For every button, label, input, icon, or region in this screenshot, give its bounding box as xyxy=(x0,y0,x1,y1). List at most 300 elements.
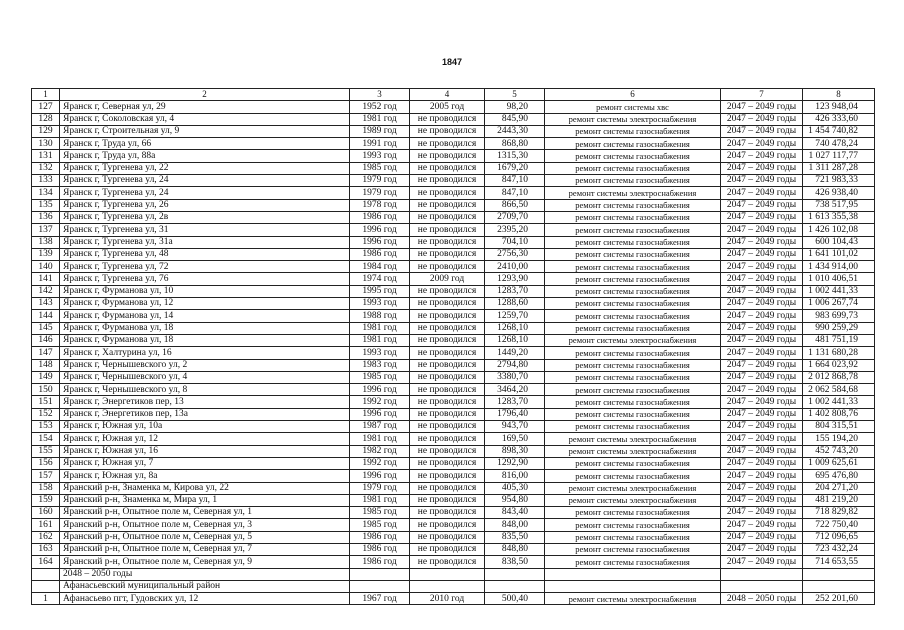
column-header: 4 xyxy=(410,89,485,101)
table-cell: 1985 год xyxy=(350,519,410,531)
table-cell: 204 271,20 xyxy=(803,482,875,494)
table-cell: 848,80 xyxy=(485,543,545,555)
table-cell: ремонт системы газоснабжения xyxy=(545,236,721,248)
table-cell xyxy=(485,580,545,592)
column-number-row xyxy=(32,89,875,101)
table-cell: 1 027 117,77 xyxy=(803,150,875,162)
table-cell: 838,50 xyxy=(485,556,545,568)
table-cell: 1986 год xyxy=(350,211,410,223)
table-cell: 162 xyxy=(32,531,60,543)
table-cell: не проводился xyxy=(410,187,485,199)
table-cell: 1 002 441,33 xyxy=(803,396,875,408)
table-row xyxy=(32,298,875,310)
table-cell: Яранск г, Чернышевского ул, 2 xyxy=(60,359,350,371)
table-cell: ремонт системы газоснабжения xyxy=(545,162,721,174)
table-cell: 2047 – 2049 годы xyxy=(721,470,803,482)
table-cell: 2047 – 2049 годы xyxy=(721,519,803,531)
table-cell: Яранск г, Фурманова ул, 10 xyxy=(60,285,350,297)
table-cell: ремонт системы газоснабжения xyxy=(545,384,721,396)
table-cell: не проводился xyxy=(410,433,485,445)
table-cell: Яранский р-н, Опытное поле м, Северная ул, 9 xyxy=(60,556,350,568)
table-cell: не проводился xyxy=(410,371,485,383)
table-cell: 157 xyxy=(32,470,60,482)
table-cell: 1283,70 xyxy=(485,396,545,408)
table-cell: не проводился xyxy=(410,261,485,273)
table-cell: ремонт системы газоснабжения xyxy=(545,371,721,383)
table-cell: 2047 – 2049 годы xyxy=(721,457,803,469)
table-cell: 943,70 xyxy=(485,421,545,433)
table-cell: 2005 год xyxy=(410,101,485,113)
table-cell: 1982 год xyxy=(350,445,410,457)
table-cell: 1992 год xyxy=(350,396,410,408)
table-cell: 1952 год xyxy=(350,101,410,113)
table-cell: 1986 год xyxy=(350,531,410,543)
table-cell: 135 xyxy=(32,199,60,211)
table-cell: Яранск г, Южная ул, 8а xyxy=(60,470,350,482)
table-cell: ремонт системы электроснабжения xyxy=(545,113,721,125)
table-cell: 1981 год xyxy=(350,494,410,506)
table-row xyxy=(32,457,875,469)
table-cell: 1 641 101,02 xyxy=(803,248,875,260)
table-cell: ремонт системы газоснабжения xyxy=(545,408,721,420)
table-cell: Яранск г, Соколовская ул, 4 xyxy=(60,113,350,125)
table-cell: 2410,00 xyxy=(485,261,545,273)
table-cell: 142 xyxy=(32,285,60,297)
table-cell: 816,00 xyxy=(485,470,545,482)
table-cell: ремонт системы газоснабжения xyxy=(545,396,721,408)
table-cell: 2047 – 2049 годы xyxy=(721,556,803,568)
table-cell: 143 xyxy=(32,298,60,310)
table-cell: Яранск г, Тургенева ул, 2в xyxy=(60,211,350,223)
table-cell: 1 009 625,61 xyxy=(803,457,875,469)
table-cell: 156 xyxy=(32,457,60,469)
table-cell: 1992 год xyxy=(350,457,410,469)
table-cell: 2047 – 2049 годы xyxy=(721,371,803,383)
table-cell: ремонт системы газоснабжения xyxy=(545,421,721,433)
table-cell: 141 xyxy=(32,273,60,285)
table-cell: 2009 год xyxy=(410,273,485,285)
table-cell: 138 xyxy=(32,236,60,248)
table-cell: ремонт системы электроснабжения xyxy=(545,433,721,445)
table-cell: 159 xyxy=(32,494,60,506)
table-row xyxy=(32,421,875,433)
table-cell: 1996 год xyxy=(350,470,410,482)
section-label: 2048 – 2050 годы xyxy=(60,568,350,580)
table-row xyxy=(32,322,875,334)
table-cell: ремонт системы газоснабжения xyxy=(545,298,721,310)
table-cell: ремонт системы газоснабжения xyxy=(545,261,721,273)
table-cell: ремонт системы газоснабжения xyxy=(545,556,721,568)
table-cell: 2047 – 2049 годы xyxy=(721,543,803,555)
table-cell: 835,50 xyxy=(485,531,545,543)
section-period-row xyxy=(32,568,875,580)
table-cell: не проводился xyxy=(410,199,485,211)
table-cell: 843,40 xyxy=(485,507,545,519)
table-cell: 140 xyxy=(32,261,60,273)
table-cell: 1996 год xyxy=(350,408,410,420)
table-cell xyxy=(545,568,721,580)
capital-repair-table xyxy=(31,88,875,605)
table-cell: 704,10 xyxy=(485,236,545,248)
table-row xyxy=(32,334,875,346)
table-cell: ремонт системы газоснабжения xyxy=(545,543,721,555)
column-header: 2 xyxy=(60,89,350,101)
table-row xyxy=(32,310,875,322)
table-cell: 2047 – 2049 годы xyxy=(721,433,803,445)
column-header: 1 xyxy=(32,89,60,101)
table-cell: Яранский р-н, Знаменка м, Мира ул, 1 xyxy=(60,494,350,506)
table-cell: ремонт системы газоснабжения xyxy=(545,359,721,371)
table-cell: Яранск г, Тургенева ул, 26 xyxy=(60,199,350,211)
table-cell: 714 653,55 xyxy=(803,556,875,568)
table-row xyxy=(32,125,875,137)
table-cell: 2709,70 xyxy=(485,211,545,223)
table-cell: 983 699,73 xyxy=(803,310,875,322)
table-cell: 1 006 267,74 xyxy=(803,298,875,310)
table-cell: 2047 – 2049 годы xyxy=(721,310,803,322)
table-cell: не проводился xyxy=(410,556,485,568)
table-cell: 847,10 xyxy=(485,187,545,199)
table-cell: 845,90 xyxy=(485,113,545,125)
table-cell: 1288,60 xyxy=(485,298,545,310)
table-cell: 169,50 xyxy=(485,433,545,445)
table-cell: 1293,90 xyxy=(485,273,545,285)
table-cell: не проводился xyxy=(410,408,485,420)
table-cell: 1315,30 xyxy=(485,150,545,162)
table-cell xyxy=(803,568,875,580)
table-cell: 718 829,82 xyxy=(803,507,875,519)
table-cell: Яранск г, Труда ул, 66 xyxy=(60,138,350,150)
table-cell: 452 743,20 xyxy=(803,445,875,457)
table-cell: ремонт системы газоснабжения xyxy=(545,310,721,322)
table-cell: 2010 год xyxy=(410,593,485,605)
table-cell: 147 xyxy=(32,347,60,359)
table-cell: 712 096,65 xyxy=(803,531,875,543)
table-cell: Яранск г, Тургенева ул, 76 xyxy=(60,273,350,285)
table-row xyxy=(32,101,875,113)
table-cell: 1988 год xyxy=(350,310,410,322)
table-row xyxy=(32,384,875,396)
table-cell: 128 xyxy=(32,113,60,125)
table-row xyxy=(32,347,875,359)
table-cell: Яранский р-н, Опытное поле м, Северная ул, 3 xyxy=(60,519,350,531)
table-row xyxy=(32,371,875,383)
table-cell: Яранск г, Энергетиков пер, 13а xyxy=(60,408,350,420)
table-cell: Яранск г, Строительная ул, 9 xyxy=(60,125,350,137)
table-row xyxy=(32,138,875,150)
table-cell: Яранск г, Южная ул, 12 xyxy=(60,433,350,445)
table-cell: 151 xyxy=(32,396,60,408)
table-cell: 481 751,19 xyxy=(803,334,875,346)
table-cell xyxy=(410,580,485,592)
table-row xyxy=(32,211,875,223)
table-cell: 98,20 xyxy=(485,101,545,113)
table-row xyxy=(32,396,875,408)
table-cell: 721 983,33 xyxy=(803,175,875,187)
table-cell: 1981 год xyxy=(350,322,410,334)
table-cell: 137 xyxy=(32,224,60,236)
table-cell: 1981 год xyxy=(350,334,410,346)
table-cell: 2047 – 2049 годы xyxy=(721,175,803,187)
table-cell: не проводился xyxy=(410,322,485,334)
table-cell: 149 xyxy=(32,371,60,383)
table-cell: ремонт системы газоснабжения xyxy=(545,224,721,236)
table-cell: 132 xyxy=(32,162,60,174)
table-cell: ремонт системы газоснабжения xyxy=(545,507,721,519)
table-cell: не проводился xyxy=(410,334,485,346)
table-cell xyxy=(803,580,875,592)
table-cell: 1996 год xyxy=(350,224,410,236)
table-cell: 2047 – 2049 годы xyxy=(721,248,803,260)
column-header: 3 xyxy=(350,89,410,101)
table-row xyxy=(32,359,875,371)
table-cell: 2047 – 2049 годы xyxy=(721,273,803,285)
table-cell: 847,10 xyxy=(485,175,545,187)
table-cell: 1268,10 xyxy=(485,334,545,346)
table-cell: ремонт системы газоснабжения xyxy=(545,248,721,260)
table-cell: 1996 год xyxy=(350,236,410,248)
table-body xyxy=(32,89,875,605)
table-row xyxy=(32,199,875,211)
table-cell: Яранск г, Фурманова ул, 18 xyxy=(60,334,350,346)
table-cell: 1995 год xyxy=(350,285,410,297)
table-row xyxy=(32,285,875,297)
table-row xyxy=(32,543,875,555)
table-cell: 866,50 xyxy=(485,199,545,211)
table-cell: 1449,20 xyxy=(485,347,545,359)
table-cell: 600 104,43 xyxy=(803,236,875,248)
table-cell: не проводился xyxy=(410,421,485,433)
table-cell: Яранск г, Тургенева ул, 31а xyxy=(60,236,350,248)
table-cell: не проводился xyxy=(410,445,485,457)
table-cell: 2047 – 2049 годы xyxy=(721,482,803,494)
table-cell: 161 xyxy=(32,519,60,531)
table-cell: ремонт системы газоснабжения xyxy=(545,470,721,482)
table-cell xyxy=(32,568,60,580)
table-cell: 2047 – 2049 годы xyxy=(721,421,803,433)
column-header: 7 xyxy=(721,89,803,101)
table-cell: не проводился xyxy=(410,175,485,187)
table-cell: 2047 – 2049 годы xyxy=(721,408,803,420)
table-cell: Яранск г, Южная ул, 10а xyxy=(60,421,350,433)
table-cell: Яранск г, Чернышевского ул, 8 xyxy=(60,384,350,396)
table-cell: ремонт системы газоснабжения xyxy=(545,273,721,285)
table-cell: ремонт системы электроснабжения xyxy=(545,593,721,605)
table-cell: 1292,90 xyxy=(485,457,545,469)
table-cell: ремонт системы электроснабжения xyxy=(545,187,721,199)
table-cell: ремонт системы газоснабжения xyxy=(545,175,721,187)
table-cell: 2047 – 2049 годы xyxy=(721,494,803,506)
table-cell: 139 xyxy=(32,248,60,260)
table-cell: 144 xyxy=(32,310,60,322)
table-cell: не проводился xyxy=(410,162,485,174)
table-cell: 1985 год xyxy=(350,162,410,174)
table-cell: Яранск г, Южная ул, 7 xyxy=(60,457,350,469)
table-cell: 160 xyxy=(32,507,60,519)
table-cell xyxy=(545,580,721,592)
table-row xyxy=(32,531,875,543)
table-cell: ремонт системы электроснабжения xyxy=(545,494,721,506)
table-cell xyxy=(721,580,803,592)
table-cell: 2443,30 xyxy=(485,125,545,137)
table-cell: 127 xyxy=(32,101,60,113)
table-cell xyxy=(721,568,803,580)
table-cell: 1987 год xyxy=(350,421,410,433)
table-cell xyxy=(410,568,485,580)
column-header: 8 xyxy=(803,89,875,101)
table-cell: 2047 – 2049 годы xyxy=(721,187,803,199)
table-cell: не проводился xyxy=(410,359,485,371)
table-cell: 500,40 xyxy=(485,593,545,605)
table-cell: 1 613 355,38 xyxy=(803,211,875,223)
table-cell: 123 948,04 xyxy=(803,101,875,113)
table-row xyxy=(32,248,875,260)
table-cell: не проводился xyxy=(410,482,485,494)
table-cell: ремонт системы газоснабжения xyxy=(545,531,721,543)
table-cell: 1979 год xyxy=(350,482,410,494)
table-cell: 868,80 xyxy=(485,138,545,150)
table-cell: 2047 – 2049 годы xyxy=(721,125,803,137)
table-cell: не проводился xyxy=(410,150,485,162)
table-cell: 1993 год xyxy=(350,298,410,310)
table-cell: 898,30 xyxy=(485,445,545,457)
table-cell: Яранский р-н, Опытное поле м, Северная ул, 1 xyxy=(60,507,350,519)
table-cell: ремонт системы газоснабжения xyxy=(545,322,721,334)
table-row xyxy=(32,482,875,494)
table-row xyxy=(32,593,875,605)
table-cell: ремонт системы газоснабжения xyxy=(545,199,721,211)
table-cell: 131 xyxy=(32,150,60,162)
table-row xyxy=(32,445,875,457)
table-cell: 1 311 287,28 xyxy=(803,162,875,174)
table-cell: 1 426 102,08 xyxy=(803,224,875,236)
table-cell xyxy=(350,568,410,580)
table-cell: 1984 год xyxy=(350,261,410,273)
table-row xyxy=(32,470,875,482)
table-cell: 426 333,60 xyxy=(803,113,875,125)
table-cell: 1993 год xyxy=(350,150,410,162)
table-row xyxy=(32,408,875,420)
table-cell: ремонт системы газоснабжения xyxy=(545,457,721,469)
table-cell: 1679,20 xyxy=(485,162,545,174)
table-cell: 695 476,80 xyxy=(803,470,875,482)
table-cell: 1986 год xyxy=(350,248,410,260)
table-cell: ремонт системы газоснабжения xyxy=(545,125,721,137)
table-cell: 163 xyxy=(32,543,60,555)
table-cell: 990 259,29 xyxy=(803,322,875,334)
table-cell: не проводился xyxy=(410,224,485,236)
table-cell: 133 xyxy=(32,175,60,187)
table-row xyxy=(32,494,875,506)
table-cell: 2047 – 2049 годы xyxy=(721,162,803,174)
table-cell: 3380,70 xyxy=(485,371,545,383)
table-cell: Яранск г, Южная ул, 16 xyxy=(60,445,350,457)
table-cell: Яранск г, Фурманова ул, 18 xyxy=(60,322,350,334)
table-cell: 2047 – 2049 годы xyxy=(721,224,803,236)
table-cell: 2047 – 2049 годы xyxy=(721,261,803,273)
table-row xyxy=(32,113,875,125)
table-cell: 1989 год xyxy=(350,125,410,137)
table-cell: 481 219,20 xyxy=(803,494,875,506)
table-cell: ремонт системы газоснабжения xyxy=(545,285,721,297)
table-cell: не проводился xyxy=(410,211,485,223)
table-cell: 2047 – 2049 годы xyxy=(721,285,803,297)
table-cell: 1993 год xyxy=(350,347,410,359)
table-cell: 2047 – 2049 годы xyxy=(721,347,803,359)
table-cell: не проводился xyxy=(410,298,485,310)
table-cell: Яранск г, Труда ул, 88а xyxy=(60,150,350,162)
table-cell: 1986 год xyxy=(350,556,410,568)
table-cell: не проводился xyxy=(410,507,485,519)
table-cell: 1 xyxy=(32,593,60,605)
table-cell: 1986 год xyxy=(350,543,410,555)
table-cell: 134 xyxy=(32,187,60,199)
table-row xyxy=(32,556,875,568)
table-cell: ремонт системы хвс xyxy=(545,101,721,113)
table-cell: не проводился xyxy=(410,138,485,150)
table-cell: 723 432,24 xyxy=(803,543,875,555)
table-cell: 158 xyxy=(32,482,60,494)
table-cell: 164 xyxy=(32,556,60,568)
section-district-row xyxy=(32,580,875,592)
table-cell: ремонт системы газоснабжения xyxy=(545,519,721,531)
table-cell: Яранск г, Северная ул, 29 xyxy=(60,101,350,113)
table-cell: 1967 год xyxy=(350,593,410,605)
table-cell: 1 664 023,92 xyxy=(803,359,875,371)
table-cell: 804 315,51 xyxy=(803,421,875,433)
table-cell: 150 xyxy=(32,384,60,396)
table-row xyxy=(32,224,875,236)
table-row xyxy=(32,433,875,445)
table-cell: 2047 – 2049 годы xyxy=(721,113,803,125)
table-cell: Яранск г, Тургенева ул, 22 xyxy=(60,162,350,174)
table-cell: 2047 – 2049 годы xyxy=(721,236,803,248)
table-cell: ремонт системы электроснабжения xyxy=(545,334,721,346)
table-cell: 740 478,24 xyxy=(803,138,875,150)
table-cell: 146 xyxy=(32,334,60,346)
table-cell: не проводился xyxy=(410,470,485,482)
table-row xyxy=(32,236,875,248)
table-cell: 1 010 406,51 xyxy=(803,273,875,285)
table-cell: 2047 – 2049 годы xyxy=(721,211,803,223)
table-cell: не проводился xyxy=(410,396,485,408)
table-cell: 153 xyxy=(32,421,60,433)
table-cell: 848,00 xyxy=(485,519,545,531)
table-cell xyxy=(32,580,60,592)
column-header: 5 xyxy=(485,89,545,101)
table-cell: 129 xyxy=(32,125,60,137)
table-cell: 145 xyxy=(32,322,60,334)
table-cell: 1981 год xyxy=(350,433,410,445)
table-cell: не проводился xyxy=(410,236,485,248)
table-row xyxy=(32,507,875,519)
table-cell: 2 012 868,78 xyxy=(803,371,875,383)
table-cell: 2395,20 xyxy=(485,224,545,236)
table-cell: не проводился xyxy=(410,285,485,297)
table-cell: Яранск г, Тургенева ул, 24 xyxy=(60,175,350,187)
table-cell: 2047 – 2049 годы xyxy=(721,101,803,113)
page-number: 1847 xyxy=(441,57,463,67)
table-cell: не проводился xyxy=(410,543,485,555)
table-cell: 1979 год xyxy=(350,187,410,199)
table-cell: 3464,20 xyxy=(485,384,545,396)
table-cell: ремонт системы электроснабжения xyxy=(545,482,721,494)
table-cell: 2047 – 2049 годы xyxy=(721,359,803,371)
table-cell: ремонт системы электроснабжения xyxy=(545,445,721,457)
table-cell: 1 002 441,33 xyxy=(803,285,875,297)
table-cell xyxy=(485,568,545,580)
table-cell: 2047 – 2049 годы xyxy=(721,138,803,150)
